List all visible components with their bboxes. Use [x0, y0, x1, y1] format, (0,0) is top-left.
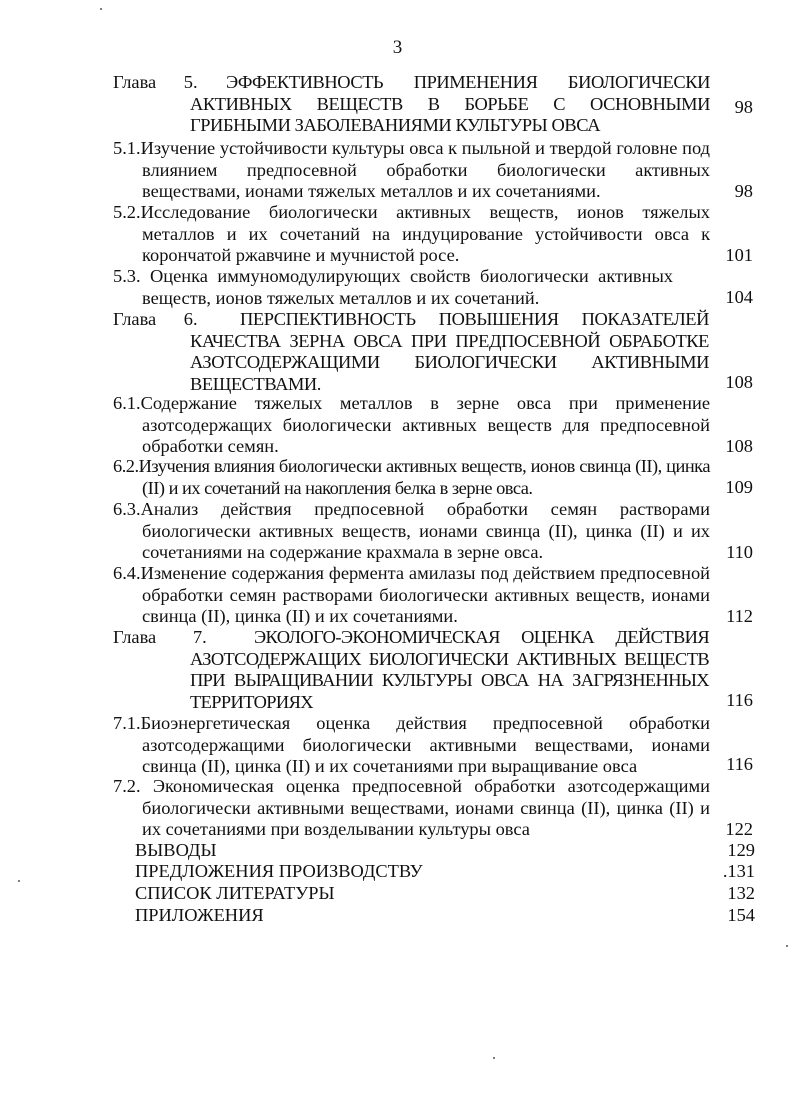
chapter-title: ЭФФЕКТИВНОСТЬ ПРИМЕНЕНИЯ БИОЛОГИЧЕСКИ АКТИВНЫХ ВЕЩЕСТВ В БОРЬБЕ С ОСНОВНЫМИ ГРИБНЫМИ ЗАБОЛЕВАНИЯМИ КУЛЬТУРЫ ОВСА — [190, 72, 710, 135]
page-ref: 116 — [726, 754, 753, 774]
chapter-label: Глава 7. — [113, 627, 207, 647]
section-text: 5.3. Оценка иммуномодулирующих свойств биологически активных веществ, ионов тяжелых металлов и их сочетаний. — [113, 266, 673, 308]
page-ref: 98 — [734, 181, 753, 201]
chapter-title: ЭКОЛОГО-ЭКОНОМИЧЕСКАЯ ОЦЕНКА ДЕЙСТВИЯ АЗОТСОДЕРЖАЩИХ БИОЛОГИЧЕСКИ АКТИВНЫХ ВЕЩЕСТВ ПРИ ВЫРАЩИВАНИИ КУЛЬТУРЫ ОВСА НА ЗАГРЯЗНЕННЫХ ТЕРРИТОРИЯХ — [190, 627, 709, 712]
section-text: 5.1.Изучение устойчивости культуры овса к пыльной и твердой головне под влиянием предпосевной обработки биологически активных веществами, ионами тяжелых металлов и их сочетаниями. — [113, 138, 710, 201]
page-ref: 129 — [727, 840, 755, 860]
section-text: 6.1.Содержание тяжелых металлов в зерне овса при применение азотсодержащих биологически активных веществ для предпосевной обработки семян. — [113, 393, 710, 456]
section-label: СПИСОК ЛИТЕРАТУРЫ — [135, 883, 335, 903]
page-ref: 108 — [725, 372, 753, 392]
page-ref: 116 — [726, 690, 753, 710]
chapter-title: ПЕРСПЕКТИВНОСТЬ ПОВЫШЕНИЯ ПОКАЗАТЕЛЕЙ КАЧЕСТВА ЗЕРНА ОВСА ПРИ ПРЕДПОСЕВНОЙ ОБРАБОТКЕ АЗОТСОДЕРЖАЩИМИ БИОЛОГИЧЕСКИ АКТИВНЫМИ ВЕЩЕСТВАМИ. — [190, 309, 709, 394]
page-ref: 112 — [726, 606, 753, 626]
page-ref: 101 — [725, 245, 753, 265]
section-label: ПРИЛОЖЕНИЯ — [135, 905, 264, 925]
scan-speck — [493, 1057, 495, 1059]
page-ref: 98 — [734, 97, 753, 117]
section-text: 6.4.Изменение содержания фермента амилазы под действием предпосевной обработки семян растворами биологически активных веществ, ионами свинца (II), цинка (II) и их сочетаниями. — [113, 563, 710, 626]
section-label: ВЫВОДЫ — [135, 840, 217, 860]
page-ref: 104 — [725, 287, 753, 307]
page-ref: .131 — [722, 861, 755, 881]
section-text: 7.1.Биоэнергетическая оценка действия предпосевной обработки азотсодержащими биологически активными веществами, ионами свинца (II), цинка (II) и их сочетаниями при выращивание овса — [113, 713, 710, 776]
section-text: 7.2. Экономическая оценка предпосевной обработки азотсодержащими биологически активными веществами, ионами свинца (II), цинка (II) и их сочетаниями при возделывании культуры овса — [113, 776, 710, 839]
chapter-label: Глава 6. — [113, 309, 198, 329]
section-text: 6.3.Анализ действия предпосевной обработки семян растворами биологически активных веществ, ионами свинца (II), цинка (II) и их сочетаниями на содержание крахмала в зерне овса. — [113, 499, 710, 562]
scan-speck — [100, 8, 102, 10]
section-text: 5.2.Исследование биологически активных веществ, ионов тяжелых металлов и их сочетаний на индуцирование устойчивости овса к корончатой ржавчине и мучнистой росе. — [113, 202, 710, 265]
scan-speck — [786, 945, 788, 947]
page-number: 3 — [392, 37, 403, 58]
page-ref: 109 — [725, 477, 753, 497]
page-ref: 154 — [727, 905, 755, 925]
section-label: ПРЕДЛОЖЕНИЯ ПРОИЗВОДСТВУ — [135, 861, 423, 881]
page-ref: 110 — [726, 542, 753, 562]
scan-speck — [18, 880, 20, 882]
page-ref: 108 — [725, 436, 753, 456]
chapter-label: Глава 5. — [113, 72, 198, 92]
page-ref: 132 — [727, 883, 755, 903]
page-ref: 122 — [725, 819, 753, 839]
section-text: 6.2.Изучения влияния биологически активных веществ, ионов свинца (II), цинка (II) и их сочетаний на накопления белка в зерне овса. — [113, 456, 710, 498]
